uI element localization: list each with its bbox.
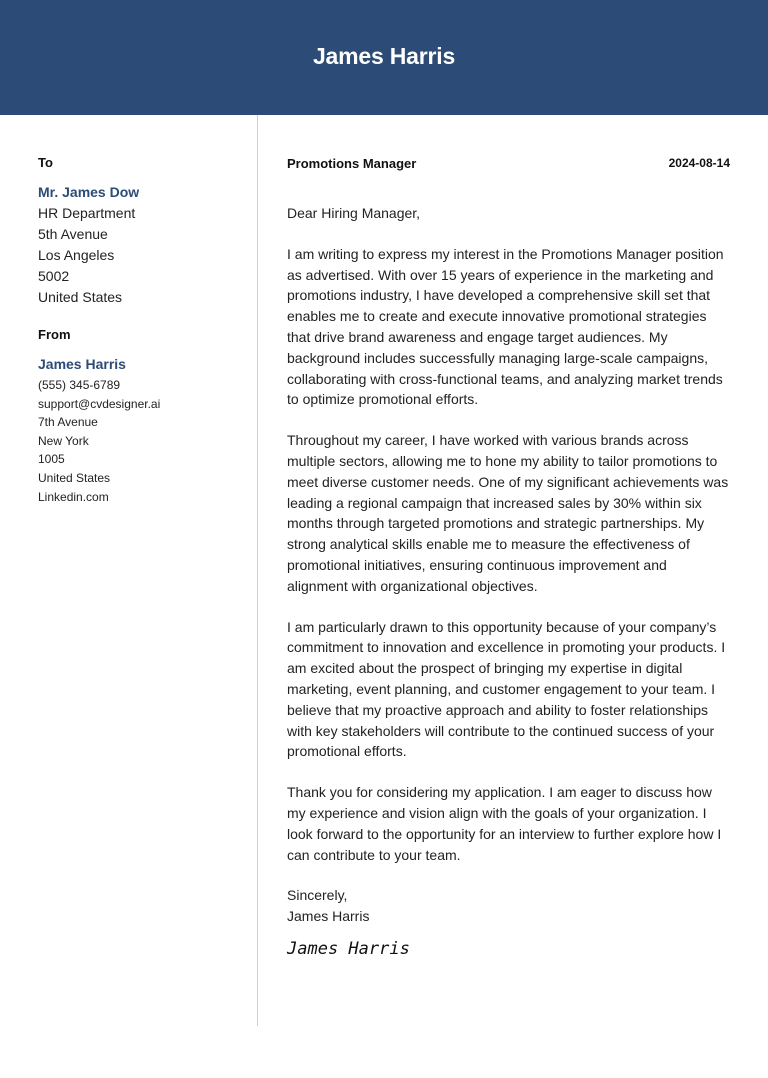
job-title: Promotions Manager xyxy=(287,155,417,171)
recipient-name: Mr. James Dow xyxy=(38,184,140,200)
recipient-country: United States xyxy=(38,289,123,305)
paragraph-experience: Throughout my career, I have worked with various brands across multiple sectors, allowing me to hone my ability to tailor promotions to meet diverse customer needs. One of my significant achievements was leading a regional campaign that increased sales by 30% within six months through targeted promotions and strategic partnerships. My strong analytical skills enable me to measure the effectiveness of promotional initiatives, ensuring continuous improvement and alignment with organizational objectives. xyxy=(287,432,729,594)
sidebar xyxy=(38,153,243,506)
column-divider xyxy=(257,115,258,1026)
closing-salutation: Sincerely, xyxy=(287,887,348,904)
recipient-postcode: 5002 xyxy=(38,268,70,284)
sender-email: support@cvdesigner.ai xyxy=(38,396,161,411)
applicant-name: James Harris xyxy=(312,43,456,69)
recipient-city: Los Angeles xyxy=(38,247,115,263)
sender-phone: (555) 345-6789 xyxy=(38,378,121,392)
recipient-street: 5th Avenue xyxy=(38,226,108,242)
sender-name: James Harris xyxy=(38,356,126,372)
to-label: To xyxy=(38,155,53,170)
signature: James Harris xyxy=(287,939,410,960)
paragraph-closing: Thank you for considering my application. I am eager to discuss how my experience and vision align with the goals of your organization. I look forward to the opportunity for an interview to further explore how I can contribute to your team. xyxy=(287,784,722,863)
closing-name: James Harris xyxy=(287,908,370,925)
letter-topline xyxy=(287,153,730,173)
salutation: Dear Hiring Manager, xyxy=(287,205,421,221)
letter-date: 2024-08-14 xyxy=(668,156,730,170)
sender-street: 7th Avenue xyxy=(38,415,98,430)
recipient-department: HR Department xyxy=(38,205,136,221)
header-banner xyxy=(0,0,768,115)
sender-city: New York xyxy=(38,433,89,448)
letter-body xyxy=(287,153,730,959)
paragraph-intro: I am writing to express my interest in the Promotions Manager position as advertised. With over 15 years of experience in the marketing and promotions industry, I have developed a comprehensive skill set that enables me to create and execute innovative promotional strategies that drive brand awareness and engage target audiences. My background includes successfully managing large-scale campaigns, collaborating with cross-functional teams, and analyzing market trends to optimize promotional efforts. xyxy=(287,245,724,408)
sender-country: United States xyxy=(38,470,111,485)
from-label: From xyxy=(38,327,71,342)
sender-postcode: 1005 xyxy=(38,452,65,467)
paragraph-motivation: I am particularly drawn to this opportunity because of your company’s commitment to innovation and excellence in promoting your products. I am excited about the prospect of bringing my expertise in digital marketing, event planning, and customer engagement to your team. I believe that my proactive approach and ability to foster relationships with key stakeholders will contribute to the continued success of your promotional efforts. xyxy=(287,618,726,760)
sender-linkedin: Linkedin.com xyxy=(38,489,109,504)
